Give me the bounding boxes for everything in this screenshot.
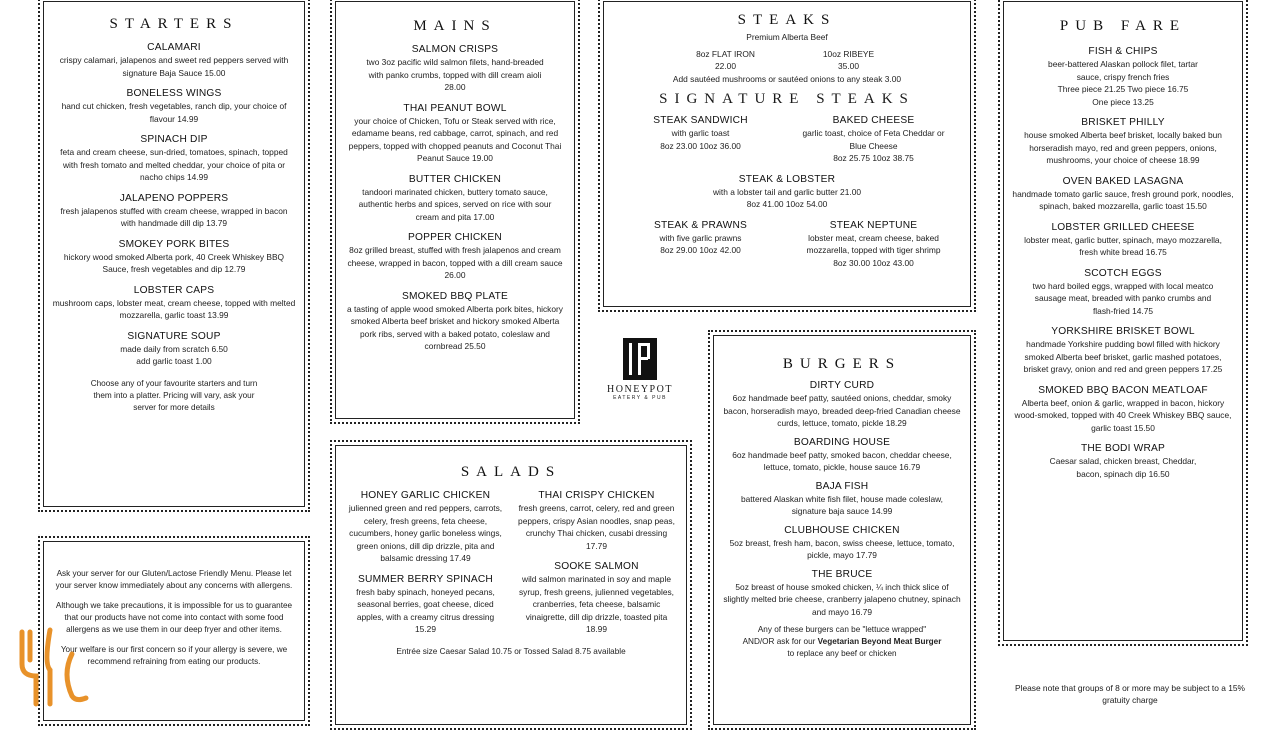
item-desc: a tasting of apple wood smoked Alberta pork bites, hickory smoked Alberta beef brisket and hickory smoked Alberta pork ribs, served with a baked potato, coleslaw and cornbread 25.50 bbox=[346, 303, 563, 351]
menu-item bbox=[614, 114, 787, 165]
menu-item bbox=[614, 219, 787, 270]
item-desc: with five garlic prawns bbox=[659, 232, 742, 243]
mains-panel bbox=[330, 0, 580, 424]
item-desc: fresh jalapenos stuffed with cream cheese, wrapped in bacon with handmade dill dip 13.79 bbox=[60, 205, 288, 228]
pubfare-panel bbox=[998, 0, 1248, 646]
menu-item bbox=[52, 284, 296, 322]
item-name: THAI CRISPY CHICKEN bbox=[538, 490, 655, 501]
item-name: OVEN BAKED LASAGNA bbox=[1062, 175, 1184, 187]
allergy-text-2: Although we take precautions, it is impossible for us to guarantee that our products have not come into contact with some food allergens as we use them in our deep fryer and other items. bbox=[55, 601, 293, 634]
menu-item bbox=[52, 330, 296, 368]
salads-panel bbox=[330, 440, 692, 730]
menu-item bbox=[346, 231, 564, 282]
menu-item bbox=[1012, 221, 1234, 259]
allergy-text-1: Ask your server for our Gluten/Lactose Friendly Menu. Please let your server know immediately about any concerns with allergens. bbox=[55, 569, 293, 590]
menu-item bbox=[722, 568, 962, 619]
burgers-note-1: Any of these burgers can be "lettuce wrapped" bbox=[757, 625, 927, 634]
item-name: POPPER CHICKEN bbox=[408, 232, 502, 243]
item-desc: lobster meat, garlic butter, spinach, mayo mozzarella, fresh white bread 16.75 bbox=[1024, 234, 1222, 257]
item-name: LOBSTER CAPS bbox=[133, 284, 215, 296]
starters-title: STARTERS bbox=[109, 16, 239, 32]
item-desc: Alberta beef, onion & garlic, wrapped in bacon, hickory wood-smoked, topped with 40 Creek Whiskey BBQ sauce, garlic toast 15.50 bbox=[1014, 397, 1232, 433]
menu-item bbox=[346, 489, 505, 565]
item-desc: 8oz grilled breast, stuffed with fresh jalapenos and cream cheese, wrapped in bacon, topped with a dill cream sauce 26.00 bbox=[347, 245, 563, 280]
steaks-subtitle: Premium Alberta Beef bbox=[746, 32, 828, 42]
food-stamp-icon bbox=[14, 624, 94, 708]
menu-item bbox=[1012, 116, 1234, 167]
item-price: 8oz 23.00 10oz 36.00 bbox=[660, 140, 741, 151]
menu-item bbox=[346, 173, 564, 224]
steak-addon: Add sautéed mushrooms or sautéed onions to any steak 3.00 bbox=[672, 73, 902, 84]
flat-iron-price: 22.00 bbox=[715, 61, 736, 71]
item-desc-addon: add garlic toast 1.00 bbox=[136, 356, 212, 366]
logo-subtitle: EATERY & PUB bbox=[613, 395, 667, 401]
menu-item bbox=[1012, 45, 1234, 108]
starters-panel bbox=[38, 0, 310, 512]
menu-item bbox=[52, 41, 296, 79]
item-name: SUMMER BERRY SPINACH bbox=[358, 573, 493, 585]
item-desc: with garlic toast bbox=[671, 128, 730, 138]
item-desc: two hard boiled eggs, wrapped with local meatco sausage meat, breaded with panko crumbs and flash-fried 14.75 bbox=[1032, 280, 1214, 316]
menu-item bbox=[346, 102, 564, 165]
item-desc: wild salmon marinated in soy and maple syrup, fresh greens, julienned vegetables, cranberries, feta cheese, balsamic vinaigrette, dill dip drizzle, toasted pita 18.99 bbox=[518, 574, 675, 634]
item-name: BAKED CHEESE bbox=[832, 115, 915, 126]
item-name: THE BODI WRAP bbox=[1080, 443, 1166, 454]
item-price: One piece 13.25 bbox=[1092, 96, 1154, 107]
item-desc: crispy calamari, jalapenos and sweet red peppers served with signature Baja Sauce 15.00 bbox=[59, 55, 289, 78]
item-desc: handmade tomato garlic sauce, fresh ground pork, noodles, spinach, baked mozzarella, garlic toast 15.50 bbox=[1012, 188, 1234, 211]
item-desc: lobster meat, cream cheese, baked mozzarella, topped with tiger shrimp bbox=[806, 232, 941, 255]
pubfare-title: PUB FARE bbox=[1059, 18, 1187, 34]
honeypot-logo bbox=[600, 338, 680, 401]
menu-item bbox=[722, 480, 962, 518]
allergy-text-3: Your welfare is our first concern so if your allergy is severe, we recommend refraining from eating our products. bbox=[60, 645, 288, 666]
burgers-note-2a: AND/OR ask for our bbox=[742, 637, 818, 646]
signature-row-2 bbox=[614, 219, 960, 278]
item-name: STEAK SANDWICH bbox=[653, 115, 748, 126]
item-desc: 5oz breast of house smoked chicken, ¼ inch thick slice of slightly melted brie cheese, cranberry jalapeno chutney, spinach and mayo 16.79 bbox=[723, 581, 961, 617]
menu-item bbox=[346, 43, 564, 94]
item-name: HONEY GARLIC CHICKEN bbox=[360, 490, 491, 501]
item-price: 8oz 41.00 10oz 54.00 bbox=[746, 199, 828, 209]
item-desc: your choice of Chicken, Tofu or Steak served with rice, edamame beans, red cabbage, carrot, spinach, and red peppers, topped with chopped peanuts and Coconut Thai Peanut Sauce 19.00 bbox=[348, 115, 562, 163]
steak-cuts bbox=[614, 48, 960, 73]
item-name: SIGNATURE SOUP bbox=[127, 330, 221, 342]
menu-item bbox=[1012, 325, 1234, 376]
item-name: SMOKEY PORK BITES bbox=[118, 238, 230, 250]
item-desc: fresh baby spinach, honeyed pecans, seasonal berries, goat cheese, diced apples, with a creamy citrus dressing 15.29 bbox=[356, 586, 495, 634]
item-name: SOOKE SALMON bbox=[554, 561, 639, 572]
item-name: STEAK & LOBSTER bbox=[738, 173, 836, 185]
item-name: BAJA FISH bbox=[815, 480, 869, 492]
item-desc: with a lobster tail and garlic butter 21.00 bbox=[712, 186, 862, 197]
item-name: SMOKED BBQ BACON MEATLOAF bbox=[1038, 384, 1208, 396]
item-desc: 6oz handmade beef patty, smoked bacon, cheddar cheese, lettuce, tomato, pickle, house sauce 16.79 bbox=[732, 449, 952, 472]
honeypot-mark-icon bbox=[623, 338, 657, 380]
steaks-title: STEAKS bbox=[737, 12, 837, 28]
menu-item bbox=[1012, 267, 1234, 318]
item-price: Three piece 21.25 Two piece 16.75 bbox=[1057, 84, 1189, 94]
item-desc: 5oz breast, fresh ham, bacon, swiss cheese, lettuce, tomato, pickle, mayo 17.79 bbox=[729, 537, 955, 560]
menu-item bbox=[346, 573, 505, 636]
item-name: BOARDING HOUSE bbox=[793, 436, 891, 448]
item-name: SPINACH DIP bbox=[140, 134, 208, 145]
signature-row-1 bbox=[614, 114, 960, 173]
item-desc: hand cut chicken, fresh vegetables, ranch dip, your choice of flavour 14.99 bbox=[61, 101, 287, 124]
burgers-title: BURGERS bbox=[782, 356, 902, 372]
item-name: FISH & CHIPS bbox=[1088, 46, 1158, 57]
item-desc: hickory wood smoked Alberta pork, 40 Creek Whiskey BBQ Sauce, fresh vegetables and dip 12.79 bbox=[63, 251, 285, 274]
item-desc: feta and cream cheese, sun-dried, tomatoes, spinach, topped with fresh tomato and melted cheddar, your choice of pita or nacho chips 14.99 bbox=[60, 147, 288, 182]
burgers-note-2 bbox=[722, 636, 962, 648]
item-price: 8oz 30.00 10oz 43.00 bbox=[833, 257, 914, 268]
item-price: 8oz 29.00 10oz 42.00 bbox=[660, 245, 741, 255]
menu-item bbox=[614, 173, 960, 211]
menu-item bbox=[722, 436, 962, 474]
item-desc: handmade Yorkshire pudding bowl filled with hickory smoked Alberta beef brisket, garlic mashed potatoes, brisket gravy, onion and red and green peppers 17.25 bbox=[1023, 339, 1223, 374]
item-name: CLUBHOUSE CHICKEN bbox=[784, 524, 900, 536]
menu-item bbox=[722, 524, 962, 562]
item-price: 8oz 25.75 10oz 38.75 bbox=[833, 153, 914, 163]
menu-item bbox=[1012, 384, 1234, 435]
ribeye-name: 10oz RIBEYE bbox=[822, 48, 875, 59]
item-name: STEAK NEPTUNE bbox=[829, 219, 918, 231]
starters-note: Choose any of your favourite starters and turn them into a platter. Pricing will vary, ask your server for more details bbox=[90, 378, 258, 412]
item-desc: made daily from scratch 6.50 bbox=[120, 343, 228, 354]
menu-item bbox=[517, 560, 676, 636]
item-name: CALAMARI bbox=[147, 42, 201, 53]
menu-item bbox=[52, 192, 296, 230]
item-name: STEAK & PRAWNS bbox=[654, 219, 747, 231]
item-name: SALMON CRISPS bbox=[411, 44, 499, 55]
ribeye-price: 35.00 bbox=[838, 61, 859, 71]
item-name: THAI PEANUT BOWL bbox=[403, 102, 507, 114]
item-name: SCOTCH EGGS bbox=[1084, 267, 1162, 279]
burgers-note-3: to replace any beef or chicken bbox=[787, 649, 897, 658]
item-desc: Caesar salad, chicken breast, Cheddar, bacon, spinach dip 16.50 bbox=[1049, 456, 1197, 479]
item-name: LOBSTER GRILLED CHEESE bbox=[1051, 221, 1195, 233]
salads-note: Entrée size Caesar Salad 10.75 or Tossed Salad 8.75 available bbox=[396, 646, 626, 656]
menu-item bbox=[1012, 442, 1234, 480]
item-desc: garlic toast, choice of Feta Cheddar or Blue Cheese bbox=[802, 128, 945, 151]
item-name: BRISKET PHILLY bbox=[1081, 117, 1165, 128]
item-desc: tandoori marinated chicken, buttery tomato sauce, authentic herbs and spices, served on rice with sour cream and pita 17.00 bbox=[358, 186, 552, 222]
menu-item bbox=[52, 238, 296, 276]
mains-title: MAINS bbox=[413, 18, 497, 34]
item-desc: beer-battered Alaskan pollock filet, tartar sauce, crispy french fries bbox=[1048, 59, 1198, 82]
item-name: SMOKED BBQ PLATE bbox=[401, 290, 509, 302]
item-name: BONELESS WINGS bbox=[126, 88, 222, 99]
logo-name: HONEYPOT bbox=[607, 384, 673, 395]
item-name: JALAPENO POPPERS bbox=[119, 192, 229, 204]
item-desc: mushroom caps, lobster meat, cream cheese, topped with melted mozzarella, garlic toast 13.99 bbox=[52, 297, 296, 320]
item-name: DIRTY CURD bbox=[809, 380, 875, 391]
menu-item bbox=[1012, 175, 1234, 213]
steaks-panel bbox=[598, 0, 976, 312]
menu-item bbox=[517, 489, 676, 552]
menu-item bbox=[346, 290, 564, 353]
menu-item bbox=[52, 133, 296, 184]
item-desc: 6oz handmade beef patty, sautéed onions, cheddar, smoky bacon, horseradish mayo, breaded deep-fried Canadian cheese curds, lettuce, tomato, pickle 18.29 bbox=[723, 393, 961, 428]
item-name: YORKSHIRE BRISKET BOWL bbox=[1051, 326, 1195, 337]
menu-item bbox=[787, 219, 960, 270]
item-desc: house smoked Alberta beef brisket, locally baked bun horseradish mayo, red and green peppers, onions, mushrooms, your choice of cheese 18.99 bbox=[1024, 130, 1222, 165]
item-desc: fresh greens, carrot, celery, red and green peppers, crispy Asian noodles, snap peas, crunchy Thai chicken, cusabi dressing 17.79 bbox=[518, 503, 675, 551]
burgers-panel bbox=[708, 330, 976, 730]
menu-item bbox=[52, 87, 296, 125]
item-desc: julienned green and red peppers, carrots, celery, fresh greens, feta cheese, cucumbers, honey garlic boneless wings, green onions, dill dip drizzle, pita and balsamic dressing 17.49 bbox=[348, 503, 503, 563]
burgers-note bbox=[722, 624, 962, 660]
flat-iron-name: 8oz FLAT IRON bbox=[696, 48, 755, 59]
item-desc: two 3oz pacific wild salmon filets, hand-breaded with panko crumbs, topped with dill cream aioli 28.00 bbox=[366, 57, 544, 92]
salads-title: SALADS bbox=[460, 464, 562, 480]
menu-item bbox=[787, 114, 960, 165]
vegetarian-burger: Vegetarian Beyond Meat Burger bbox=[817, 637, 942, 646]
item-desc: battered Alaskan white fish filet, house made coleslaw, signature baja sauce 14.99 bbox=[740, 493, 944, 516]
item-name: BUTTER CHICKEN bbox=[408, 173, 502, 185]
gratuity-note: Please note that groups of 8 or more may be subject to a 15% gratuity charge bbox=[1015, 683, 1245, 705]
item-name: THE BRUCE bbox=[811, 568, 873, 580]
menu-item bbox=[722, 379, 962, 430]
signature-steaks-title: SIGNATURE STEAKS bbox=[659, 91, 915, 107]
salads-columns bbox=[346, 489, 676, 644]
